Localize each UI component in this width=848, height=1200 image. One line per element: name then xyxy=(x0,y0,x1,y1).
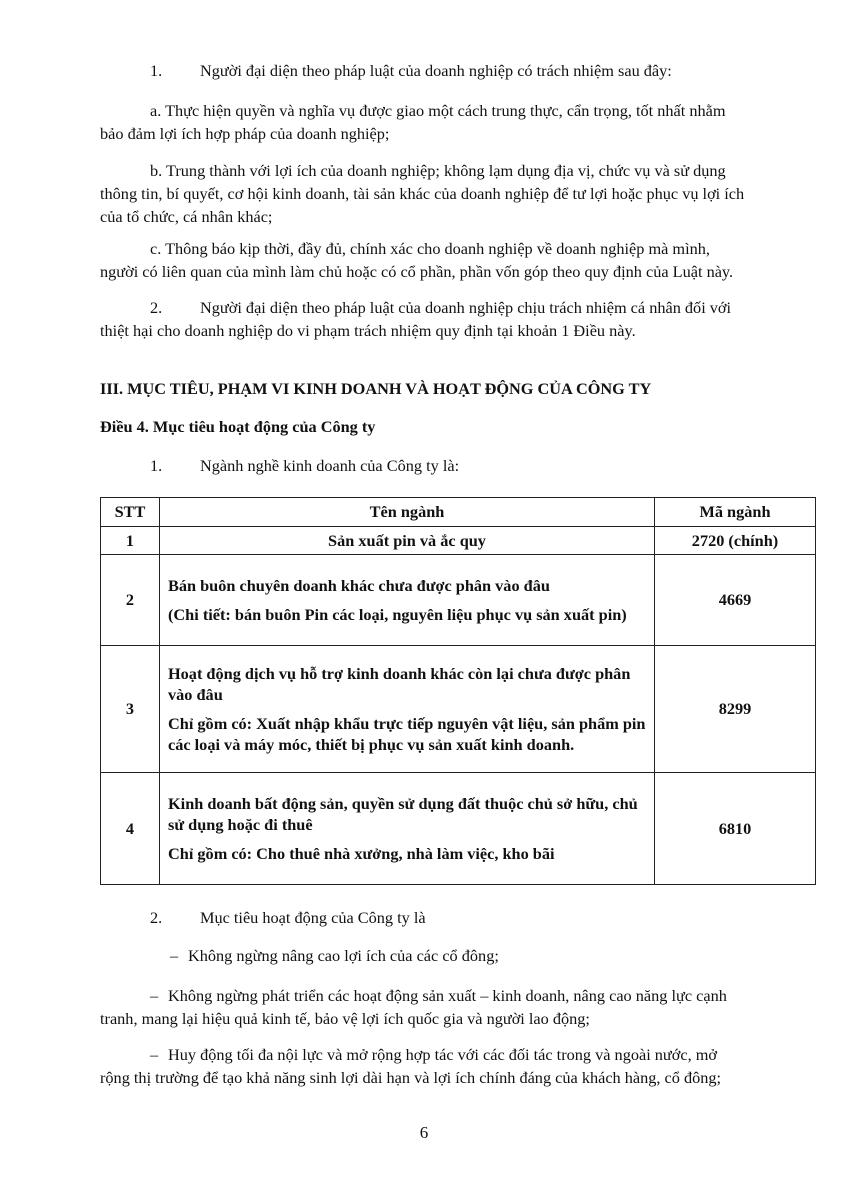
paragraph-a: a. Thực hiện quyền và nghĩa vụ được giao một cách trung thực, cẩn trọng, tốt nhất nhằm bảo đảm lợi ích hợp pháp của doanh nghiệp; xyxy=(100,101,726,143)
row-name-cell xyxy=(160,555,655,646)
item-2 xyxy=(100,906,750,929)
row-name: Bán buôn chuyên doanh khác chưa được phân vào đâu xyxy=(168,576,550,595)
row-stt: 4 xyxy=(101,773,160,885)
section-heading: III. MỤC TIÊU, PHẠM VI KINH DOANH VÀ HOẠT ĐỘNG CỦA CÔNG TY xyxy=(100,379,652,398)
item-2-text: Mục tiêu hoạt động của Công ty là xyxy=(200,908,426,927)
paragraph-1-text: Người đại diện theo pháp luật của doanh nghiệp có trách nhiệm sau đây: xyxy=(200,61,672,80)
table-row xyxy=(101,773,816,885)
goal-text: Không ngừng nâng cao lợi ích của các cổ đông; xyxy=(188,946,499,965)
business-lines-table xyxy=(100,497,816,885)
paragraph-c: c. Thông báo kịp thời, đầy đủ, chính xác cho doanh nghiệp về doanh nghiệp mà mình, người có liên quan của mình làm chủ hoặc có cổ phần, phần vốn góp theo quy định của Luật này. xyxy=(100,239,734,281)
table-row xyxy=(101,555,816,646)
row-name-cell xyxy=(160,773,655,885)
table-row xyxy=(101,646,816,773)
row-stt: 2 xyxy=(101,555,160,646)
row-detail: Chỉ gồm có: Cho thuê nhà xưởng, nhà làm việc, kho bãi xyxy=(168,844,555,863)
page-number: 6 xyxy=(419,1123,429,1142)
row-detail: (Chi tiết: bán buôn Pin các loại, nguyên liệu phục vụ sản xuất pin) xyxy=(168,605,627,624)
item-1-text: Ngành nghề kinh doanh của Công ty là: xyxy=(200,456,460,475)
row-code: 6810 xyxy=(655,773,816,885)
row-code: 4669 xyxy=(655,555,816,646)
header-code: Mã ngành xyxy=(655,498,816,527)
paragraph-2-number: 2. xyxy=(150,298,163,317)
paragraph-1 xyxy=(100,59,750,82)
table-row xyxy=(101,527,816,555)
dash-bullet: – xyxy=(170,946,179,965)
row-name: Kinh doanh bất động sản, quyền sử dụng đất thuộc chủ sở hữu, chủ sử dụng hoặc đi thuê xyxy=(168,794,638,834)
goal-item xyxy=(100,1043,750,1089)
paragraph-1-number: 1. xyxy=(150,61,163,80)
row-name: Sản xuất pin và ắc quy xyxy=(160,527,655,555)
row-stt: 3 xyxy=(101,646,160,773)
row-stt: 1 xyxy=(101,527,160,555)
paragraph-2-text: Người đại diện theo pháp luật của doanh nghiệp chịu trách nhiệm cá nhân đối với thiệt hại cho doanh nghiệp do vi phạm trách nhiệm quy định tại khoản 1 Điều này. xyxy=(100,298,732,340)
goal-item xyxy=(100,944,750,967)
row-name-cell xyxy=(160,646,655,773)
goal-text: Không ngừng phát triển các hoạt động sản xuất – kinh doanh, nâng cao năng lực cạnh tranh, mang lại hiệu quả kinh tế, bảo vệ lợi ích quốc gia và người lao động; xyxy=(100,986,727,1028)
row-code: 2720 (chính) xyxy=(655,527,816,555)
table-header-row xyxy=(101,498,816,527)
goal-text: Huy động tối đa nội lực và mở rộng hợp tác với các đối tác trong và ngoài nước, mở rộng thị trường để tạo khả năng sinh lợi dài hạn và lợi ích chính đáng của khách hàng, cổ đông; xyxy=(100,1045,722,1087)
header-stt: STT xyxy=(101,498,160,527)
row-name: Hoạt động dịch vụ hỗ trợ kinh doanh khác còn lại chưa được phân vào đâu xyxy=(168,664,631,704)
paragraph-b: b. Trung thành với lợi ích của doanh nghiệp; không lạm dụng địa vị, chức vụ và sử dụng thông tin, bí quyết, cơ hội kinh doanh, tài sản khác của doanh nghiệp để tư lợi hoặc phục vụ lợi ích của tổ chức, cá nhân khác; xyxy=(100,161,745,226)
dash-bullet: – xyxy=(150,1045,159,1064)
row-detail: Chỉ gồm có: Xuất nhập khẩu trực tiếp nguyên vật liệu, sản phẩm pin các loại và máy móc, thiết bị phục vụ sản xuất kinh doanh. xyxy=(168,714,646,754)
article-heading: Điều 4. Mục tiêu hoạt động của Công ty xyxy=(100,417,376,436)
goal-item xyxy=(100,984,750,1030)
item-1-number: 1. xyxy=(150,456,163,475)
header-name: Tên ngành xyxy=(160,498,655,527)
paragraph-2 xyxy=(100,296,750,342)
row-code: 8299 xyxy=(655,646,816,773)
dash-bullet: – xyxy=(150,986,159,1005)
item-2-number: 2. xyxy=(150,908,163,927)
item-1 xyxy=(100,454,750,477)
